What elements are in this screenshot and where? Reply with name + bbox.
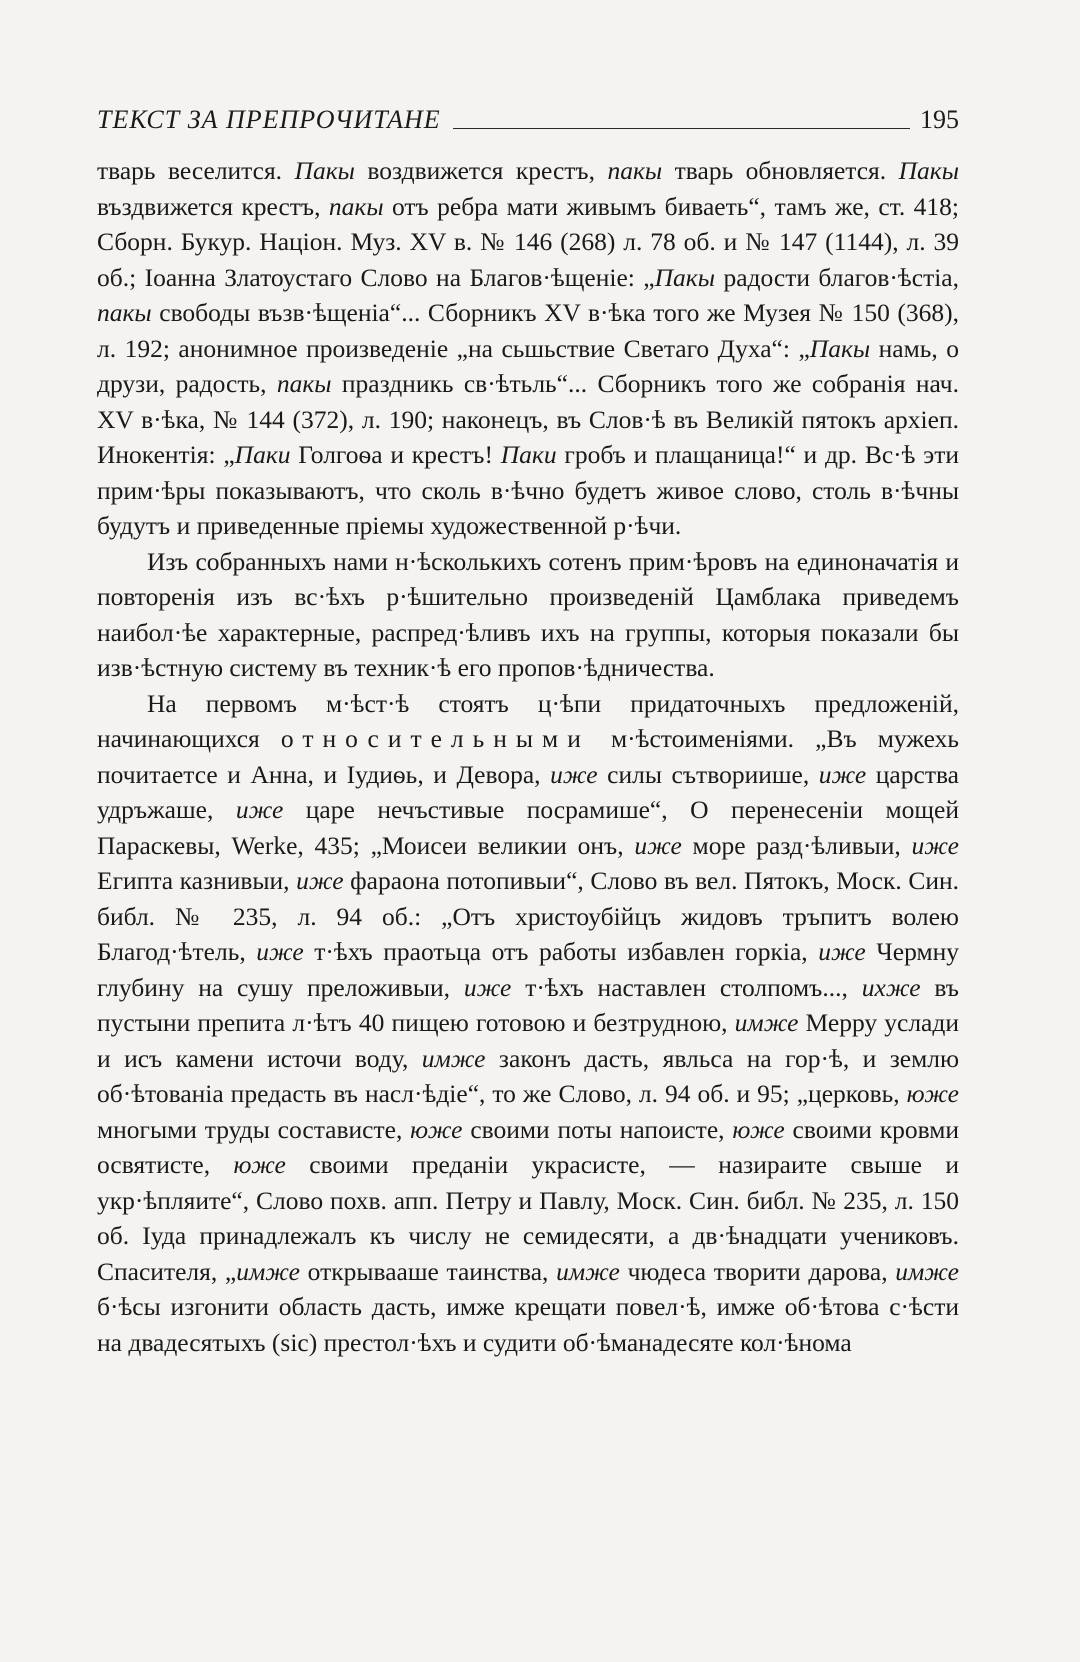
text-run: гробъ и плащаница!“ и др. Вс·ѣ эти прим·ѣры показываютъ, что сколь в·ѣчно будетъ живое слово, столь в·ѣчны будутъ и приведенные пріемы художественной р·ѣчи. — [97, 440, 959, 540]
italic-word: Пакы — [809, 333, 871, 363]
paragraph-1 — [97, 153, 959, 544]
text-run: т·ѣхъ праотьца отъ работы избавлен горкіа, — [303, 937, 819, 966]
page — [97, 95, 959, 1360]
text-run: На первомъ м·ѣст·ѣ стоятъ ц·ѣпи придаточныхъ предложеній, начинающихся — [97, 688, 959, 753]
italic-word: юже — [410, 1114, 463, 1144]
text-run: тварь обновляется. — [662, 156, 899, 185]
italic-word: иже — [235, 795, 284, 824]
italic-word: Паки — [234, 440, 291, 469]
text-run: свободы възв·ѣщеніа“... Сборникъ XV в·ѣка того же Музея № 150 (368), л. 192; анонимное произведеніе „на сьшьствие Светаго Духа“: „ — [97, 298, 959, 363]
italic-word: иже — [911, 830, 959, 860]
text-run: м·ѣстоименіями. „Въ мужехь почитаетсе и Анна, и Іудиѳь, и Девора, — [97, 724, 959, 789]
italic-word: пакы — [328, 191, 384, 221]
text-run: своими преданіи украсисте, — назираите свыше и укр·ѣпляите“, Слово похв. апп. Петру и Павлу, Моск. Син. библ. № 235, л. 150 об. Іуда принадлежалъ къ числу не семидесяти, а дв·ѣнадцати учениковъ. Спасителя, „ — [97, 1150, 959, 1286]
text-run: открывааше таинства, — [299, 1256, 557, 1286]
italic-word: имже — [236, 1256, 300, 1286]
text-run: отъ ребра мати живымъ биваеть“, тамъ же, ст. 418; Сборн. Букур. Націон. Муз. XV в. № 146 (268) л. 78 об. и № 147 (1144), л. 39 об.; Іоанна Златоустаго Слово на Благов·ѣщеніе: „ — [97, 191, 959, 292]
body-text — [97, 153, 959, 1360]
text-run: своими кровми освятисте, — [97, 1114, 960, 1179]
text-run: Чермну глубину на сушу преложивыи, — [97, 937, 960, 1002]
italic-word: иже — [818, 937, 866, 966]
italic-word: юже — [233, 1150, 286, 1179]
text-run: б·ѣсы изгонити область дасть, имже крещати повел·ѣ, имже об·ѣтова с·ѣсти на двадесятыхъ (sic) престол·ѣхъ и судити об·ѣманадесяте кол·ѣнома — [97, 1292, 959, 1357]
italic-word: имже — [421, 1043, 486, 1073]
italic-word: пакы — [607, 156, 663, 185]
italic-word: Пакы — [898, 156, 959, 185]
text-run: фараона потопивыи“, Слово въ вел. Пятокъ, Моск. Син. библ. № 235, л. 94 об.: „Отъ христоубійцъ жидовъ тръпитъ волею Благод·ѣтель, — [97, 866, 959, 966]
italic-word: иже — [634, 830, 682, 860]
text-run: законъ дасть, явльса на гор·ѣ, и землю об·ѣтованіа предасть въ насл·ѣдіе“, то же Слово, л. 94 об. и 95; „церковь, — [97, 1043, 959, 1108]
header-rule — [453, 128, 910, 129]
text-run: царе нечъстивые посрамише“, О перенесеніи мощей Параскевы, Werke, 435; „Моисеи великии онъ, — [97, 795, 959, 860]
italic-word: юже — [906, 1079, 959, 1108]
text-run: многыми труды состависте, — [97, 1114, 411, 1144]
italic-word: Пакы — [654, 262, 715, 292]
text-run: Египта казнивыи, — [97, 866, 297, 895]
text-run: намь, о друзи, радость, — [97, 333, 960, 398]
italic-word: иже — [463, 972, 512, 1002]
italic-word: имже — [556, 1256, 620, 1286]
text-run: царства удръжаше, — [97, 759, 959, 824]
text-run: чюдеса творити дарова, — [619, 1256, 896, 1286]
paragraph-2 — [97, 544, 959, 686]
text-run: силы сътвориише, — [597, 759, 819, 789]
text-run: въ пустыни препита л·ѣтъ 40 пищею готовою и безтрудною, — [97, 972, 959, 1037]
italic-word: иже — [818, 759, 867, 789]
italic-word: ихже — [861, 972, 921, 1002]
text-run: воздвижется крестъ, — [354, 156, 608, 185]
italic-word: пакы — [276, 369, 332, 398]
italic-word: иже — [296, 866, 344, 895]
spaced-word: относительными — [280, 724, 590, 753]
italic-word: пакы — [97, 298, 152, 327]
text-run: радости благов·ѣстіа, — [715, 262, 959, 292]
text-run: море разд·ѣливыи, — [681, 830, 912, 860]
italic-word: Паки — [500, 440, 557, 469]
text-run: т·ѣхъ наставлен столпомъ..., — [511, 972, 862, 1002]
text-run: Изъ собранныхъ нами н·ѣсколькихъ сотенъ прим·ѣровъ на единоначатія и повторенія изъ вс·ѣхъ р·ѣшительно произведеній Цамблака приведемъ наибол·ѣе характерные, распред·ѣливъ ихъ на группы, которыя показали бы изв·ѣстную систему въ техник·ѣ его пропов·ѣдничества. — [97, 546, 959, 682]
text-run: тварь веселится. — [97, 156, 295, 185]
text-run: своими поты напоисте, — [462, 1114, 733, 1144]
italic-word: имже — [734, 1008, 799, 1037]
running-header — [97, 95, 959, 135]
italic-word: юже — [732, 1114, 785, 1144]
running-head-title: ТЕКСТ ЗА ПРЕПРОЧИТАНЕ — [97, 105, 441, 134]
italic-word: Пакы — [294, 156, 355, 185]
text-run: въздвижется крестъ, — [97, 191, 329, 221]
paragraph-3 — [97, 686, 959, 1361]
page-number: 195 — [920, 105, 959, 134]
italic-word: иже — [256, 937, 304, 966]
italic-word: имже — [895, 1256, 959, 1286]
text-run: Мерру услади и исъ камени источи воду, — [97, 1008, 959, 1073]
italic-word: иже — [550, 759, 598, 789]
text-run: Голгоѳа и крестъ! — [290, 440, 501, 469]
text-run: праздникь св·ѣтьль“... Сборникъ того же собранія нач. XV в·ѣка, № 144 (372), л. 190; наконецъ, въ Слов·ѣ въ Великій пятокъ архіеп. Инокентія: „ — [97, 369, 959, 469]
